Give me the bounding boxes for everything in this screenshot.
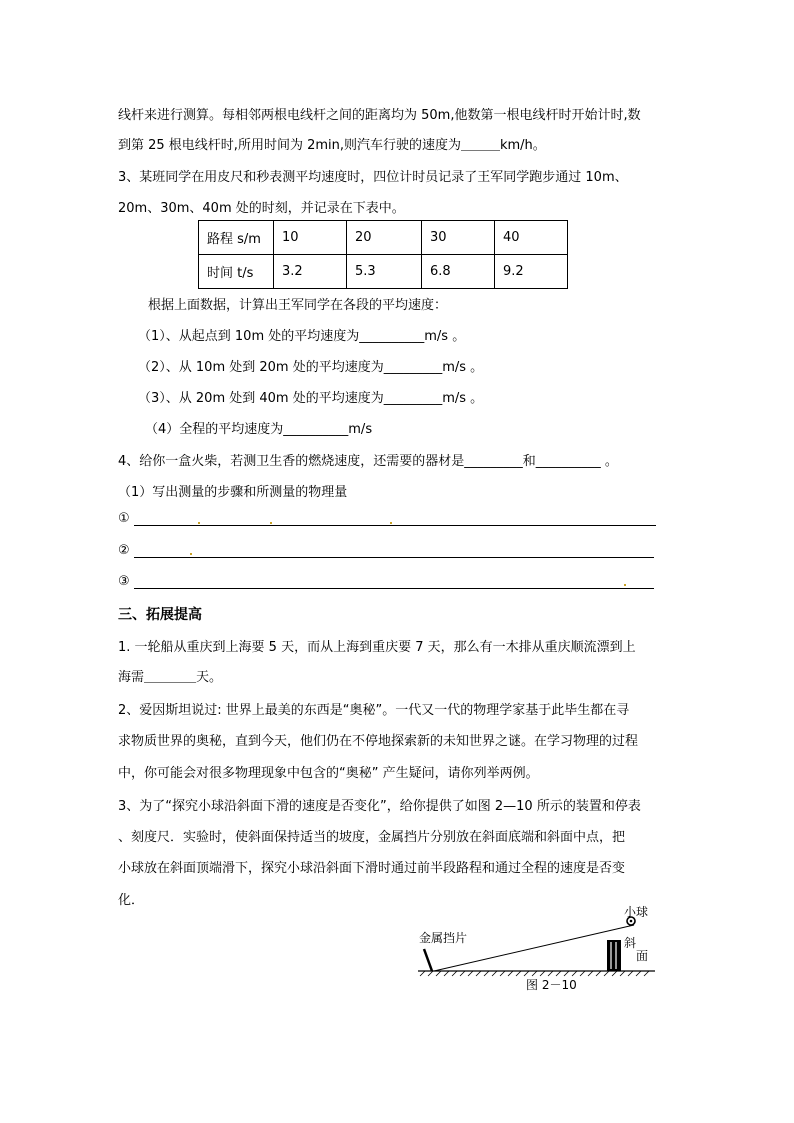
artifact-dot	[270, 522, 272, 524]
table-cell: 20	[347, 221, 422, 255]
artifact-dot	[624, 584, 626, 586]
support-block	[607, 940, 621, 971]
q3-sub-3: （3）、从 20m 处到 40m 处的平均速度为_________m/s 。	[138, 391, 484, 406]
s3-p2-line-2: 求物质世界的奥秘，直到今天，他们仍在不停地探索新的未知世界之谜。在学习物理的过程	[118, 734, 639, 749]
incline-figure	[412, 905, 662, 1000]
table-cell: 路程 s/m	[199, 221, 274, 255]
q3-intro: 根据上面数据，计算出王军同学在各段的平均速度：	[148, 298, 448, 313]
label-metal-plate: 金属挡片	[419, 931, 468, 945]
step-1-answer-line	[134, 525, 656, 526]
s3-p1-line-2: 海需＿＿＿＿天。	[118, 670, 223, 685]
q3-sub-2: （2）、从 10m 处到 20m 处的平均速度为_________m/s 。	[138, 360, 484, 375]
step-2-answer-line	[134, 557, 654, 558]
q3-line-2: 20m、30m、40m 处的时刻，并记录在下表中。	[118, 201, 405, 216]
label-slope: 斜	[624, 936, 637, 950]
q4-sub: （1）写出测量的步骤和所测量的物理量	[118, 485, 348, 500]
table-cell: 时间 t/s	[199, 255, 274, 289]
table-cell: 10	[274, 221, 347, 255]
s3-p2-line-1: 2、爱因斯坦说过: 世界上最美的东西是“奥秘”。一代又一代的物理学家基于此毕生都在寻	[118, 703, 630, 718]
s3-p3-line-2: 、刻度尺．实验时，使斜面保持适当的坡度，金属挡片分别放在斜面底端和斜面中点，把	[118, 830, 626, 845]
step-3-label: ③	[118, 574, 130, 589]
q3-sub-1: （1）、从起点到 10m 处的平均速度为__________m/s 。	[138, 329, 466, 344]
table-cell: 40	[495, 221, 568, 255]
figure-caption: 图 2－10	[526, 978, 577, 992]
q3-line-1: 3、某班同学在用皮尺和秒表测平均速度时，四位计时员记录了王军同学跑步通过 10m、	[118, 170, 628, 185]
metal-plate	[424, 949, 432, 971]
q4-line-1: 4、给你一盒火柴，若测卫生香的燃烧速度，还需要的器材是_________和__________ 。	[118, 454, 618, 469]
table-row	[199, 255, 568, 289]
table-cell: 30	[422, 221, 495, 255]
table-cell: 9.2	[495, 255, 568, 289]
step-2-label: ②	[118, 543, 130, 558]
step-3-answer-line	[134, 588, 654, 589]
label-slope-2: 面	[636, 949, 649, 963]
q2-line-2: 到第 25 根电线杆时,所用时间为 2min,则汽车行驶的速度为＿＿＿km/h。	[118, 138, 546, 153]
section-title: 三、拓展提高	[118, 607, 202, 623]
s3-p2-line-3: 中，你可能会对很多物理现象中包含的“奥秘” 产生疑问，请你列举两例。	[118, 766, 539, 781]
s3-p3-line-1: 3、为了“探究小球沿斜面下滑的速度是否变化”，给你提供了如图 2—10 所示的装置和停表	[118, 799, 641, 814]
s3-p1-line-1: 1. 一轮船从重庆到上海要 5 天，而从上海到重庆要 7 天，那么有一木排从重庆顺流漂到上	[118, 640, 636, 655]
label-ball: 小球	[624, 905, 649, 919]
table-cell: 5.3	[347, 255, 422, 289]
q2-line-1: 线杆来进行测算。每相邻两根电线杆之间的距离均为 50m,他数第一根电线杆时开始计时,数	[118, 108, 641, 123]
table-row	[199, 221, 568, 255]
s3-p3-line-4: 化．	[118, 893, 145, 908]
table-cell: 6.8	[422, 255, 495, 289]
ground-hatching	[420, 971, 649, 976]
table-cell: 3.2	[274, 255, 347, 289]
artifact-dot	[390, 522, 392, 524]
artifact-dot	[198, 522, 200, 524]
speed-table	[198, 220, 568, 289]
s3-p3-line-3: 小球放在斜面顶端滑下，探究小球沿斜面下滑时通过前半段路程和通过全程的速度是否变	[118, 861, 626, 876]
step-1-label: ①	[118, 511, 130, 526]
artifact-dot	[190, 553, 192, 555]
q3-sub-4: （4）全程的平均速度为__________m/s	[145, 422, 373, 437]
